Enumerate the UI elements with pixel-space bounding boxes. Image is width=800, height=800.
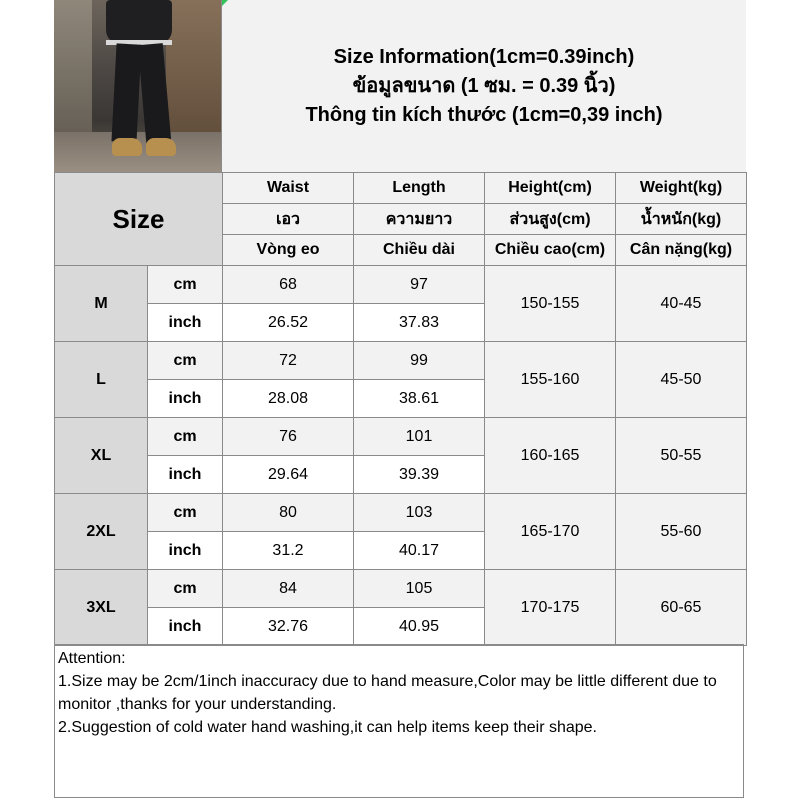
notes-heading: Attention: — [58, 650, 126, 667]
photo-door — [166, 0, 221, 150]
waist-inch: 31.2 — [223, 532, 354, 570]
col-header-height-th: ส่วนสูง(cm) — [485, 204, 616, 235]
weight-range: 55-60 — [616, 494, 747, 570]
photo-boot-right — [146, 138, 176, 156]
unit-inch: inch — [148, 380, 223, 418]
size-name: 2XL — [55, 494, 148, 570]
size-chart-sheet — [54, 0, 746, 800]
waist-inch: 29.64 — [223, 456, 354, 494]
weight-range: 45-50 — [616, 342, 747, 418]
col-header-length-vi: Chiều dài — [354, 235, 485, 266]
length-inch: 39.39 — [354, 456, 485, 494]
length-cm: 101 — [354, 418, 485, 456]
length-cm: 103 — [354, 494, 485, 532]
waist-cm: 72 — [223, 342, 354, 380]
col-header-waist-vi: Vòng eo — [223, 235, 354, 266]
title-vietnamese: Thông tin kích thước (1cm=0,39 inch) — [305, 103, 663, 126]
unit-inch: inch — [148, 456, 223, 494]
size-name: M — [55, 266, 148, 342]
size-table — [54, 172, 747, 646]
col-header-weight-vi: Cân nặng(kg) — [616, 235, 747, 266]
unit-cm: cm — [148, 266, 223, 304]
photo-jacket — [106, 0, 172, 44]
header-row-english — [55, 173, 747, 204]
col-header-weight: Weight(kg) — [616, 173, 747, 204]
length-cm: 97 — [354, 266, 485, 304]
waist-cm: 68 — [223, 266, 354, 304]
waist-inch: 26.52 — [223, 304, 354, 342]
corner-accent — [222, 0, 228, 6]
col-header-length-th: ความยาว — [354, 204, 485, 235]
product-photo — [54, 0, 222, 173]
title-english: Size Information(1cm=0.39inch) — [333, 45, 635, 68]
size-header: Size — [55, 173, 223, 266]
length-inch: 38.61 — [354, 380, 485, 418]
weight-range: 50-55 — [616, 418, 747, 494]
photo-pant-leg-left — [111, 43, 141, 142]
size-name: 3XL — [55, 570, 148, 646]
attention-notes — [54, 644, 744, 798]
col-header-height: Height(cm) — [485, 173, 616, 204]
unit-cm: cm — [148, 494, 223, 532]
waist-cm: 80 — [223, 494, 354, 532]
height-range: 160-165 — [485, 418, 616, 494]
col-header-height-vi: Chiều cao(cm) — [485, 235, 616, 266]
table-row — [55, 418, 747, 456]
waist-cm: 76 — [223, 418, 354, 456]
height-range: 150-155 — [485, 266, 616, 342]
title-block — [222, 0, 746, 173]
table-row — [55, 266, 747, 304]
height-range: 165-170 — [485, 494, 616, 570]
weight-range: 40-45 — [616, 266, 747, 342]
title-thai: ข้อมูลขนาด (1 ซม. = 0.39 นิ้ว) — [352, 74, 616, 97]
unit-inch: inch — [148, 532, 223, 570]
length-cm: 105 — [354, 570, 485, 608]
waist-inch: 32.76 — [223, 608, 354, 646]
size-name: XL — [55, 418, 148, 494]
notes-line-2: 2.Suggestion of cold water hand washing,it can help items keep their shape. — [58, 719, 597, 736]
weight-range: 60-65 — [616, 570, 747, 646]
height-range: 170-175 — [485, 570, 616, 646]
table-row — [55, 494, 747, 532]
unit-inch: inch — [148, 608, 223, 646]
table-row — [55, 570, 747, 608]
unit-cm: cm — [148, 418, 223, 456]
length-cm: 99 — [354, 342, 485, 380]
notes-line-1: 1.Size may be 2cm/1inch inaccuracy due to hand measure,Color may be little different due to monitor ,thanks for your understanding. — [58, 673, 722, 713]
col-header-length: Length — [354, 173, 485, 204]
length-inch: 40.17 — [354, 532, 485, 570]
height-range: 155-160 — [485, 342, 616, 418]
unit-inch: inch — [148, 304, 223, 342]
table-row — [55, 342, 747, 380]
col-header-weight-th: น้ำหนัก(kg) — [616, 204, 747, 235]
waist-cm: 84 — [223, 570, 354, 608]
unit-cm: cm — [148, 342, 223, 380]
photo-boot-left — [112, 138, 142, 156]
length-inch: 40.95 — [354, 608, 485, 646]
size-name: L — [55, 342, 148, 418]
waist-inch: 28.08 — [223, 380, 354, 418]
col-header-waist: Waist — [223, 173, 354, 204]
length-inch: 37.83 — [354, 304, 485, 342]
unit-cm: cm — [148, 570, 223, 608]
col-header-waist-th: เอว — [223, 204, 354, 235]
